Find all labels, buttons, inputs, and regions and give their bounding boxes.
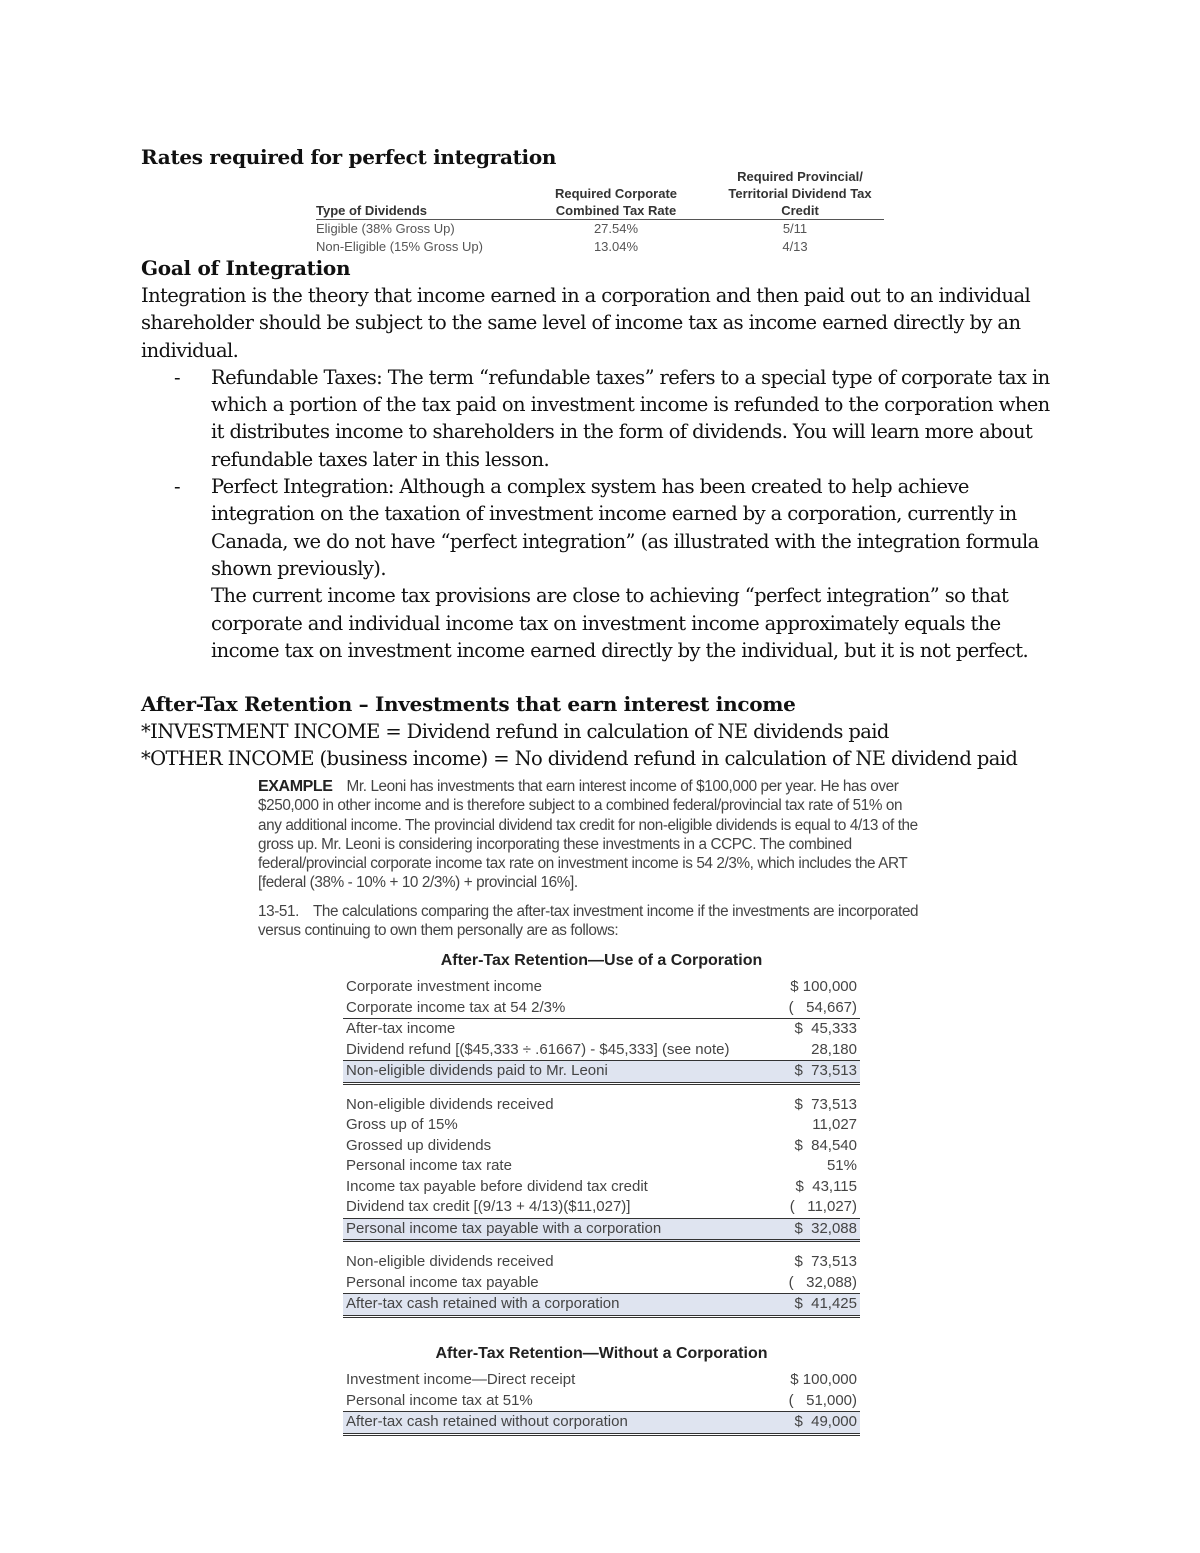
row-value: $ 43,115 [795,1177,857,1195]
row-value: 28,180 [811,1040,857,1058]
paragraph-13-51 [258,902,958,941]
row-label: Investment income—Direct receipt [346,1371,576,1388]
para-number: 13-51. [258,903,299,920]
table-row [343,977,860,998]
row-label: Personal income tax at 51% [346,1391,533,1409]
bullet-dash: - [174,365,180,389]
row-label: Income tax payable before dividend tax credit [346,1177,648,1195]
row-label: Corporate income tax at 54 2/3% [346,998,566,1016]
table-row [343,1115,860,1136]
para-text: The calculations comparing the after-tax investment income if the investments are incorporated versus continuing to own them personally are as follows: [258,903,919,940]
col-header: Required Corporate Combined Tax Rate [554,186,678,218]
table-row [343,1040,860,1061]
cell: 4/13 [782,239,808,254]
row-value: $ 73,513 [794,1095,857,1113]
row-value: $ 100,000 [790,978,857,995]
row-value: $ 41,425 [777,1294,860,1317]
row-value: $ 73,513 [777,1061,860,1084]
example-label: EXAMPLE [258,778,333,795]
nocorp-table-title: After-Tax Retention—Without a Corporation [435,1345,768,1362]
table-row [343,1197,860,1218]
table-row [343,1218,860,1241]
table-row [343,1370,860,1391]
table-row [343,1019,860,1040]
row-label: Non-eligible dividends received [346,1253,554,1270]
table-row [343,1294,860,1317]
example-box [258,777,923,893]
table-row [316,220,884,239]
row-label: Personal income tax payable [346,1273,539,1291]
row-value: 51% [826,1157,857,1174]
row-label: After-tax income [343,1019,777,1040]
rates-heading: Rates required for perfect integration [141,145,557,169]
bullet-continuation: The current income tax provisions are close to achieving “perfect integration” so that corporate and individual income tax on investment income approximately equals the income tax on investment income earned directly by the individual, but it is not perfect. [211,584,1029,662]
table-row [316,238,884,256]
row-value: $ 45,333 [777,1019,860,1040]
row-label: After-tax cash retained without corporation [343,1412,754,1435]
row-label: Non-eligible dividends received [346,1095,554,1113]
corp-table-title: After-Tax Retention—Use of a Corporation [440,952,763,969]
cell: Non-Eligible (15% Gross Up) [316,239,483,254]
row-value: ( 54,667) [788,998,857,1016]
row-value: $ 100,000 [790,1371,857,1388]
row-label: Non-eligible dividends paid to Mr. Leoni [343,1061,777,1084]
retention-line: *OTHER INCOME (business income) = No dividend refund in calculation of NE dividend paid [141,747,1018,771]
table-row [343,1391,860,1412]
goal-body [141,282,1061,664]
row-label: Grossed up dividends [346,1136,492,1154]
table-row [343,1273,860,1294]
row-value: ( 32,088) [788,1273,857,1291]
row-label: Corporate investment income [346,978,542,995]
corp-table [343,977,860,1318]
retention-line: *INVESTMENT INCOME = Dividend refund in calculation of NE dividends paid [141,720,889,743]
retention-heading: After-Tax Retention – Investments that earn interest income [141,692,796,716]
row-label: Personal income tax payable with a corporation [343,1218,777,1241]
row-value: $ 32,088 [777,1218,860,1241]
row-value: ( 11,027) [789,1198,857,1215]
table-row [343,1177,860,1198]
rates-table [316,168,884,256]
row-value: 11,027 [812,1116,857,1133]
cell: 13.04% [593,239,639,254]
goal-intro: Integration is the theory that income earned in a corporation and then paid out to an individual shareholder should be subject to the same level of income tax as income earned directly by an individual. [141,284,1031,362]
row-label: Dividend refund [($45,333 ÷ .61667) - $45,333] (see note) [346,1040,730,1058]
retention-lines [141,718,1141,773]
bullet-text: Refundable Taxes: The term “refundable taxes” refers to a special type of corporate tax in which a portion of the tax paid on investment income is refunded to the corporation when it distributes income to shareholders in the form of dividends. You will learn more about refundable taxes later in this lesson. [211,365,1050,471]
example-text: Mr. Leoni has investments that earn interest income of $100,000 per year. He has over $250,000 in other income and is therefore subject to a combined federal/provincial tax rate of 51% on any additional income. The provincial dividend tax credit for non-eligible dividends is equal to 4/13 of the gross up. Mr. Leoni is considering incorporating these investments in a CCPC. The combined federal/provincial corporate income tax rate on investment income is 54 2/3%, which includes the ART [federal (38% - 10% + 10 2/3%) + provincial 16%]. [258,778,918,892]
table-row [343,1061,860,1084]
row-value: $ 84,540 [794,1136,857,1154]
col-header: Type of Dividends [316,203,427,218]
table-row [343,1136,860,1157]
cell: Eligible (38% Gross Up) [316,221,455,236]
bullet-text: Perfect Integration: Although a complex system has been created to help achieve integration on the taxation of investment income earned by a corporation, currently in Canada, we do not have “perfect integration” (as illustrated with the integration formula shown previously). [211,475,1039,580]
bullet-dash: - [174,475,180,499]
table-row [343,998,860,1019]
bullet-item [141,364,1061,473]
table-row [343,1412,860,1435]
row-value: $ 73,513 [794,1253,857,1270]
row-label: Gross up of 15% [346,1116,458,1133]
row-value: $ 49,000 [754,1412,860,1435]
row-value: ( 51,000) [788,1391,857,1409]
goal-heading: Goal of Integration [141,256,351,280]
cell: 27.54% [593,221,639,236]
row-label: Personal income tax rate [346,1157,512,1174]
col-header: Required Provincial/ Territorial Dividend Tax Credit [728,169,872,218]
table-row [343,1252,860,1273]
cell: 5/11 [782,221,808,236]
table-row [343,1156,860,1177]
table-row [343,1095,860,1116]
bullet-item [141,473,1061,664]
nocorp-table [343,1370,860,1436]
row-label: After-tax cash retained with a corporation [343,1294,777,1317]
row-label: Dividend tax credit [(9/13 + 4/13)($11,027)] [346,1198,631,1215]
